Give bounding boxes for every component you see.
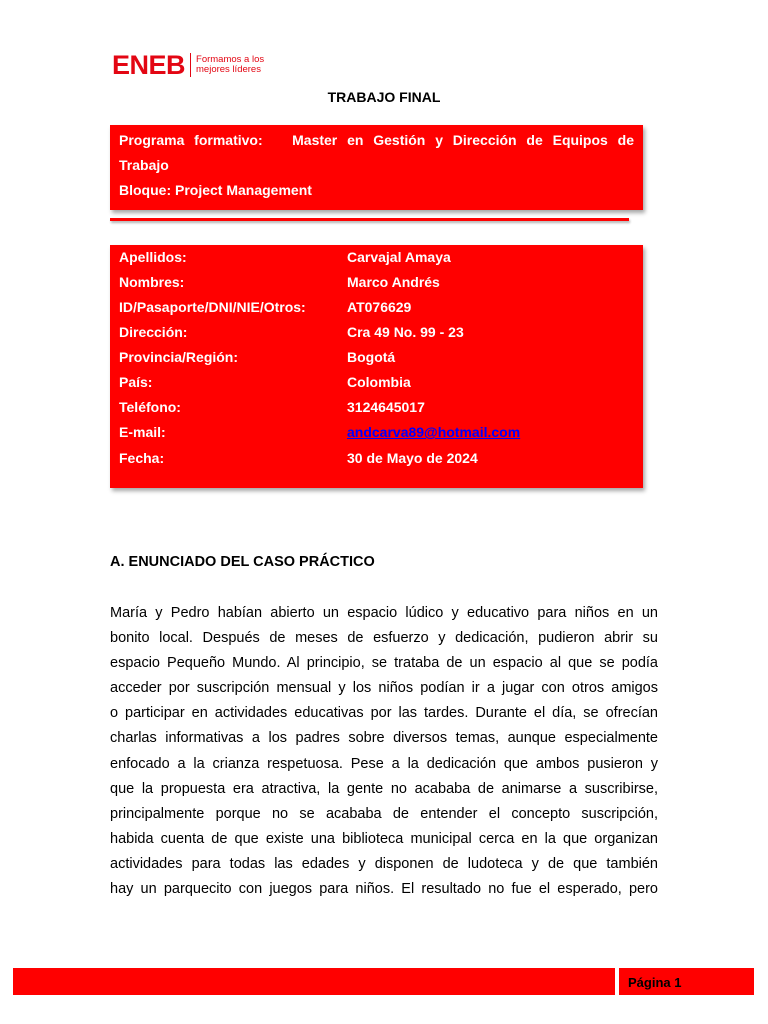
program-box	[110, 125, 643, 210]
personal-row	[119, 395, 639, 420]
personal-row	[119, 270, 639, 295]
eneb-logo	[112, 50, 276, 80]
personal-row	[119, 370, 639, 395]
field-label: Teléfono:	[119, 399, 181, 415]
field-value: Marco Andrés	[347, 274, 440, 290]
field-value: Bogotá	[347, 349, 396, 365]
body-line: María y Pedro habían abierto un espacio lúdico y educativo para niños en un	[110, 605, 658, 621]
body-line: o participar en actividades educativas por las tardes. Durante el día, se ofrecían	[110, 705, 658, 722]
field-label: Fecha:	[119, 450, 165, 466]
field-value: AT076629	[347, 299, 412, 315]
footer-bar	[13, 968, 615, 995]
field-value: 30 de Mayo de 2024	[347, 450, 478, 466]
logo-divider	[190, 53, 191, 77]
program-line: Programa formativo: Master en Gestión y Dirección de Equipos de	[119, 132, 634, 148]
personal-row	[119, 345, 639, 370]
body-line: bonito local. Después de meses de esfuerzo y dedicación, pudieron abrir su	[110, 630, 658, 647]
personal-row	[119, 245, 639, 270]
body-line: que la propuesta era atractiva, la gente no acababa de animarse a suscribirse,	[110, 780, 658, 797]
personal-row	[119, 446, 639, 471]
body-line: habida cuenta de que existe una biblioteca municipal cerca en la que organizan	[110, 830, 658, 847]
program-text	[119, 128, 634, 203]
document-title: TRABAJO FINAL	[327, 89, 441, 105]
body-line: hay un parquecito con juegos para niños. El resultado no fue el esperado, pero	[110, 881, 658, 898]
program-line: Trabajo	[119, 157, 169, 173]
field-value: Cra 49 No. 99 - 23	[347, 324, 464, 340]
field-label: E-mail:	[119, 424, 166, 440]
field-label: Apellidos:	[119, 249, 187, 265]
logo-tagline: Formamos a los mejores líderes	[196, 54, 265, 75]
logo-brand: ENEB	[112, 50, 186, 80]
personal-row	[119, 320, 639, 345]
personal-row	[119, 420, 639, 445]
email-link[interactable]: andcarva89@hotmail.com	[347, 424, 521, 440]
field-label: ID/Pasaporte/DNI/NIE/Otros:	[119, 299, 306, 315]
page-number-box	[619, 968, 754, 995]
field-label: Dirección:	[119, 324, 188, 340]
page-number: Página 1	[628, 975, 682, 990]
field-value: 3124645017	[347, 399, 425, 415]
body-line: charlas informativas a los padres sobre diversos temas, aunque especialmente	[110, 730, 658, 747]
body-line: espacio Pequeño Mundo. Al principio, se trataba de un espacio al que se podía	[110, 655, 658, 672]
field-label: Provincia/Región:	[119, 349, 239, 365]
body-line: principalmente porque no se acababa de entender el concepto suscripción,	[110, 805, 658, 822]
section-heading: A. ENUNCIADO DEL CASO PRÁCTICO	[110, 554, 375, 570]
body-line: enfocado a la crianza respetuosa. Pese a la dedicación que ambos pusieron y	[110, 755, 658, 772]
body-line: acceder por suscripción mensual y los niños podían ir a jugar con otros amigos	[110, 680, 658, 697]
field-value: Carvajal Amaya	[347, 249, 451, 265]
body-line: actividades para todas las edades y disponen de ludoteca y de que también	[110, 855, 658, 872]
field-label: País:	[119, 374, 153, 390]
case-body-text	[110, 601, 658, 902]
separator-line	[110, 218, 629, 221]
personal-row	[119, 295, 639, 320]
program-block-line: Bloque: Project Management	[119, 182, 312, 198]
field-value: Colombia	[347, 374, 411, 390]
personal-data-box	[110, 245, 643, 488]
field-label: Nombres:	[119, 274, 185, 290]
